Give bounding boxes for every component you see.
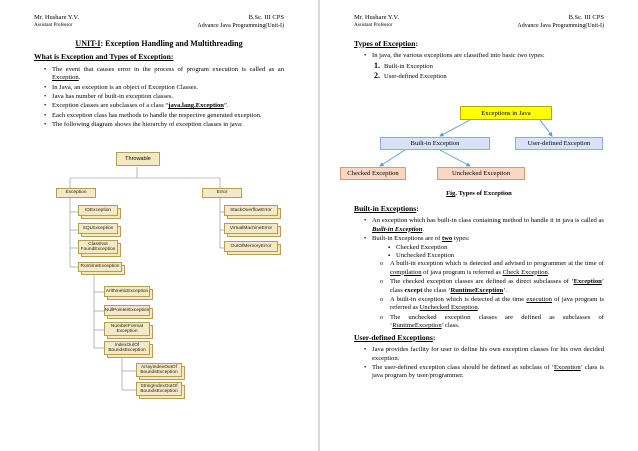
header-author: Mr. Hushare Y.V. — [34, 14, 79, 21]
node-arithmeticexception: ArithmeticException — [104, 286, 154, 301]
builtin-details — [380, 260, 604, 330]
list-item: • In Java, an exception is an object of Exception Classes. — [44, 84, 284, 92]
list-item: • Java has number of built-in exception classes. — [44, 93, 284, 101]
list-item: o A built-in exception which is detected and advised to programmer at the time of compilation of java program is referred as Check Exception. — [380, 260, 604, 277]
header-subject: Advance Java Programming(Unit-I) — [517, 23, 604, 29]
exception-hierarchy-diagram — [52, 150, 292, 412]
builtin-title: Built-in Exceptions: — [354, 204, 419, 213]
builtin-bullets — [364, 217, 604, 330]
diagram-builtin-box: Built-in Exception — [380, 137, 490, 150]
userdefined-bullets — [364, 346, 604, 381]
list-item: • An exception which has built-in class containing method to handle it in java is called as Built-in Exception. — [364, 217, 604, 234]
list-item: o A built-in exception which is detected at the time execution of java program is referred as Unchecked Exception. — [380, 296, 604, 313]
list-item: • Each exception class has methods to handle the respective generated exception. — [44, 112, 284, 120]
node-indexoutofboundsexception: IndexOutOf BoundsException — [104, 341, 154, 359]
list-item: • The following diagram shows the hierarchy of exception classes in java: — [44, 121, 284, 129]
bullet-list — [44, 66, 284, 130]
node-throwable: Throwable — [116, 152, 160, 166]
list-item: • Java provides facility for user to define his own exception classes for his own decided exception. — [364, 346, 604, 363]
left-page — [0, 0, 318, 451]
section-title: What is Exception and Types of Exception: — [34, 52, 174, 62]
list-item: o The checked exception classes are defined as direct subclasses of ‘Exception’ class except the class ‘RuntimeException’. — [380, 278, 604, 295]
node-stackoverflowerror: StackOverflowError — [224, 205, 282, 220]
node-nullpointerexception: NullPointerException — [104, 305, 154, 320]
node-classnotfoundexception: ClassNot FoundException — [78, 240, 122, 258]
types-numbered-list — [374, 62, 604, 82]
node-exception: Exception — [56, 188, 96, 198]
unit-title: UNIT-I: Exception Handling and Multithreading — [75, 39, 243, 48]
list-item: • The event that causes error in the process of program execution is called as an Exception. — [44, 66, 284, 83]
node-error: Error — [202, 188, 242, 198]
header-subject: Advance Java Programming(Unit-I) — [197, 23, 284, 29]
node-numberformatexception: NumberFormat Exception — [104, 322, 154, 340]
node-ioexception: IOException — [78, 205, 122, 220]
header-course: B.Sc. III CPS — [568, 14, 604, 21]
node-stringindexoutofboundsexception: StringIndexOutOf BoundsException — [136, 382, 186, 400]
builtin-subtypes — [388, 244, 604, 261]
header-course: B.Sc. III CPS — [248, 14, 284, 21]
exception-types-diagram — [320, 100, 638, 190]
header-role: Assistant Professor — [34, 23, 73, 28]
diagram-userdefined-box: User-defined Exception — [515, 137, 603, 150]
types-bullets — [364, 52, 604, 60]
list-item: • In java, the various exceptions are classified into basic two types: — [364, 52, 604, 60]
types-title: Types of Exception: — [354, 39, 418, 48]
list-item: • The user-defined exception class should be defined as subclass of ‘Exception’ class is java program by user/programmer. — [364, 364, 604, 381]
list-item: o The unchecked exception classes are defined as subclasses of ‘RuntimeException’ class. — [380, 314, 604, 331]
userdefined-title: User-defined Exceptions: — [354, 332, 436, 342]
list-item: 1. Built-in Exception — [374, 60, 433, 70]
header-author: Mr. Hushare Y.V. — [354, 14, 399, 21]
list-item: • Built-in Exceptions are of two types: ▪ Checked Exception ▪ Unchecked Exception o A built-in exception which is detected and advised to programmer at the time of compilation of java program is referred as Check Exception. o The checked exception classes are defined as direct subclasses of ‘Exception’ class except the class ‘RuntimeException’. o A built-in exception which is detected at the time execution of java program is referred as Unchecked Exception. o The unchecked exception classes are defined as subclasses of ‘RuntimeException’ class. — [364, 235, 604, 330]
right-content-bottom — [354, 205, 604, 382]
right-page — [320, 0, 638, 451]
list-item: 2. User-defined Exception — [374, 71, 447, 81]
diagram-checked-box: Checked Exception — [340, 167, 406, 180]
node-runtimeexception: RuntimeException — [78, 262, 126, 276]
list-item: ▪ Unchecked Exception — [388, 252, 604, 260]
node-outofmemoryerror: OutOfMemoryError — [224, 241, 282, 256]
right-content-top — [354, 40, 604, 83]
header-role: Assistant Professor — [354, 23, 393, 28]
diagram-root-box: Exceptions in Java — [460, 106, 552, 120]
list-item: ▪ Checked Exception — [388, 244, 604, 252]
diagram-unchecked-box: Unchecked Exception — [437, 167, 525, 180]
left-content — [34, 40, 284, 131]
node-virtualmachineerror: VirtualMachineError — [224, 223, 282, 238]
node-arrayindexoutofboundsexception: ArrayIndexOutOf BoundsException — [136, 363, 186, 381]
list-item: • Exception classes are subclasses of a class “java.lang.Exception”. — [44, 102, 284, 110]
node-sqlexception: SQLException — [78, 223, 122, 238]
figure-caption: Fig. Types of Exception — [446, 190, 512, 197]
